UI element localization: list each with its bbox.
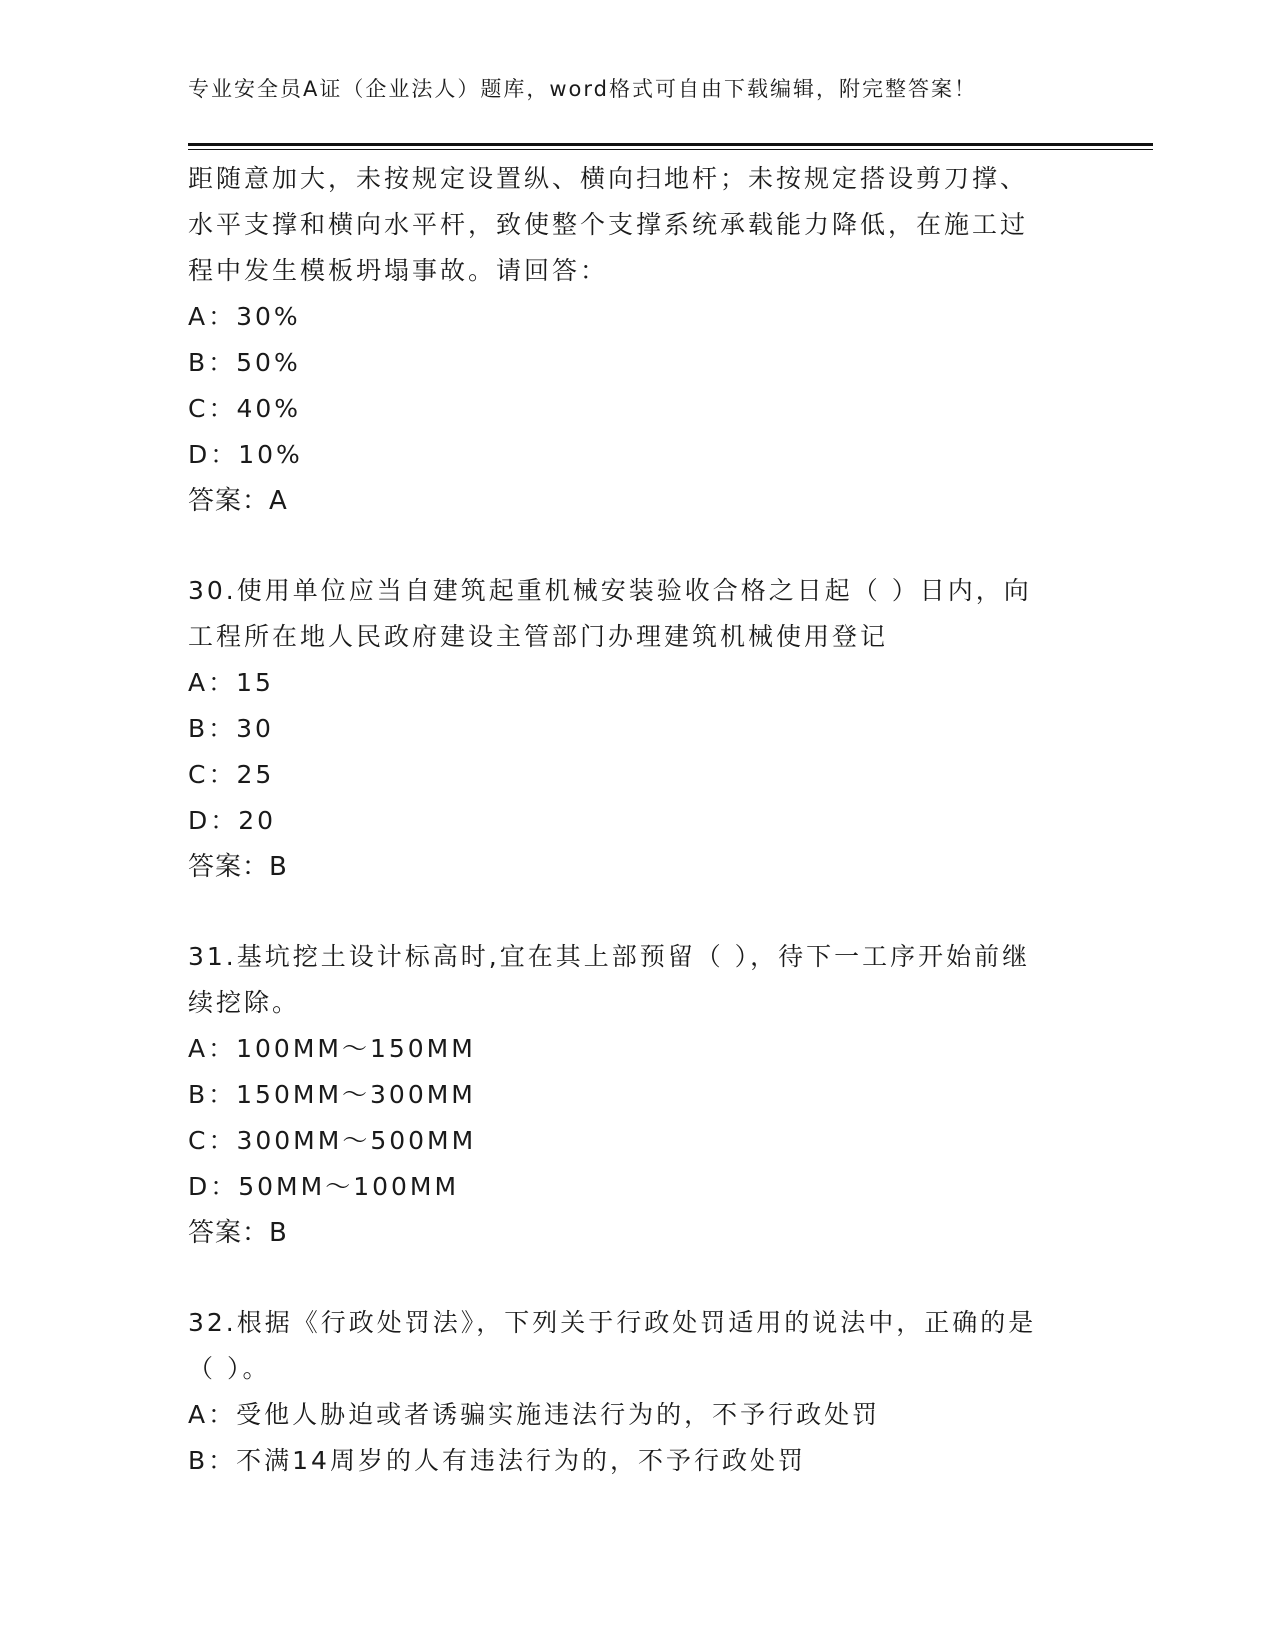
question-stem-line: （ ）。 xyxy=(188,1354,271,1383)
question-block-continued xyxy=(188,156,1088,524)
page-header-title: 专业安全员A证（企业法人）题库，word格式可自由下载编辑，附完整答案！ xyxy=(188,77,977,101)
header-rule-thin xyxy=(188,149,1153,150)
option-d: D：10% xyxy=(188,440,303,469)
answer-line: 答案：B xyxy=(188,852,288,882)
document-body xyxy=(188,156,1088,1484)
option-b: B：50% xyxy=(188,348,301,377)
answer-line: 答案：A xyxy=(188,486,288,516)
question-stem-line: 31.基坑挖土设计标高时,宜在其上部预留（ ），待下一工序开始前继 xyxy=(188,942,1031,971)
option-b: B：150MM～300MM xyxy=(188,1080,476,1109)
question-block-31 xyxy=(188,934,1088,1256)
question-stem-line: 程中发生模板坍塌事故。请回答： xyxy=(188,256,609,285)
option-c: C：40% xyxy=(188,394,302,423)
question-stem-line: 续挖除。 xyxy=(188,988,301,1017)
option-d: D：50MM～100MM xyxy=(188,1172,460,1201)
option-c: C：300MM～500MM xyxy=(188,1126,477,1155)
header-rule-thick xyxy=(188,143,1153,146)
question-stem-line: 水平支撑和横向水平杆，致使整个支撑系统承载能力降低，在施工过 xyxy=(188,210,1029,239)
option-b: B：30 xyxy=(188,714,274,743)
option-a: A：30% xyxy=(188,302,301,331)
question-stem-line: 32.根据《行政处罚法》，下列关于行政处罚适用的说法中，正确的是 xyxy=(188,1308,1037,1337)
option-a: A：15 xyxy=(188,668,274,697)
question-block-32 xyxy=(188,1300,1088,1484)
question-stem-line: 工程所在地人民政府建设主管部门办理建筑机械使用登记 xyxy=(188,622,889,651)
option-a: A：受他人胁迫或者诱骗实施违法行为的，不予行政处罚 xyxy=(188,1400,881,1429)
answer-line: 答案：B xyxy=(188,1218,288,1248)
question-block-30 xyxy=(188,568,1088,890)
option-b: B：不满14周岁的人有违法行为的，不予行政处罚 xyxy=(188,1446,806,1475)
option-d: D：20 xyxy=(188,806,277,835)
option-a: A：100MM～150MM xyxy=(188,1034,476,1063)
option-c: C：25 xyxy=(188,760,275,789)
question-stem-line: 30.使用单位应当自建筑起重机械安装验收合格之日起（ ）日内，向 xyxy=(188,576,1032,605)
question-stem-line: 距随意加大，未按规定设置纵、横向扫地杆；未按规定搭设剪刀撑、 xyxy=(188,164,1029,193)
